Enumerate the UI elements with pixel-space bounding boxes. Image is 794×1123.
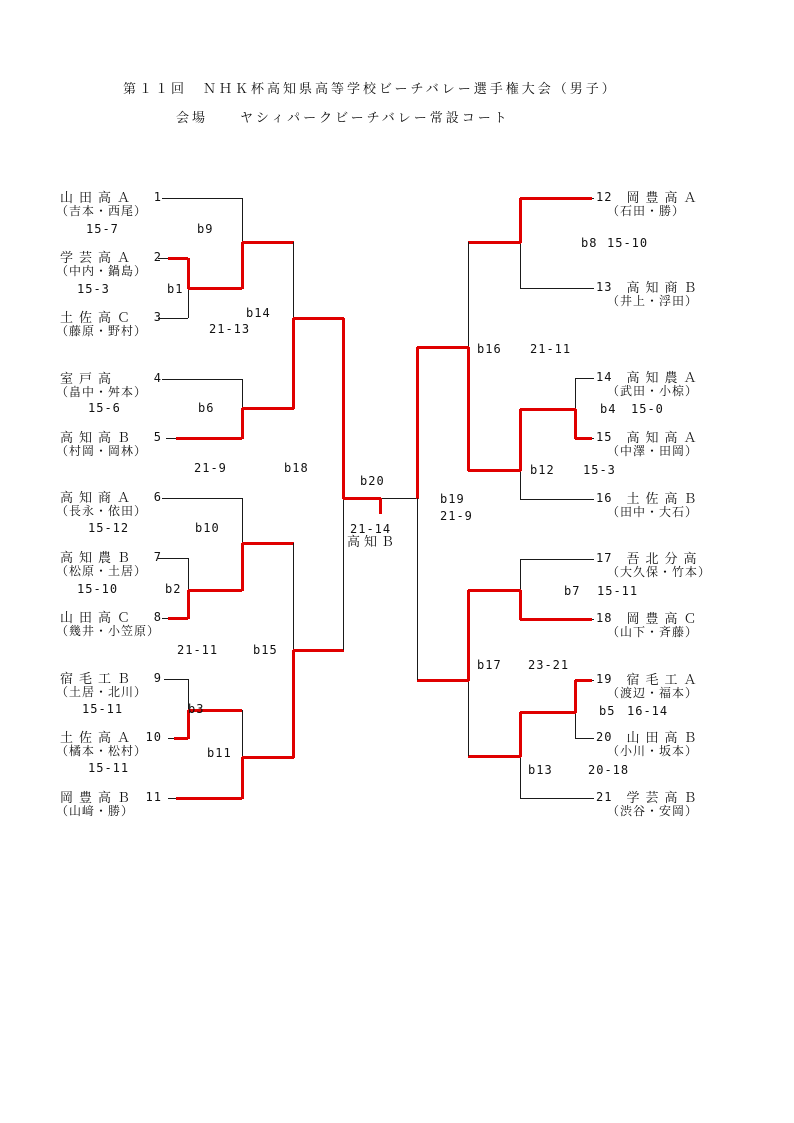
winner-path-line xyxy=(242,241,294,244)
team-entry-11 xyxy=(60,789,162,804)
team-name-12: 岡豊高Ａ xyxy=(626,191,703,206)
match-b10-label: b10 xyxy=(195,521,220,535)
team-entry-8 xyxy=(60,609,162,624)
team-seed-19: 19 xyxy=(596,671,613,686)
winner-path-line xyxy=(241,408,244,439)
match-b4-score: 15-0 xyxy=(631,402,664,416)
team-pair-16: （田中・大石） xyxy=(607,505,699,519)
winner-path-line xyxy=(241,543,244,591)
match-b19-label: b19 xyxy=(440,492,465,506)
bracket-line xyxy=(242,379,243,408)
team-seed-7: 7 xyxy=(153,549,162,564)
team-pair-13: （井上・浮田） xyxy=(607,294,699,308)
team-pair-4: （畠中・舛本） xyxy=(56,385,148,399)
winner-path-line xyxy=(468,755,521,758)
team-seed-9: 9 xyxy=(153,670,162,685)
bracket-line xyxy=(242,198,243,242)
team-name-7: 高知農Ｂ xyxy=(60,551,137,566)
team-seed-8: 8 xyxy=(153,609,162,624)
match-b17-score: 23-21 xyxy=(528,658,570,672)
match-b7-score: 15-11 xyxy=(597,584,639,598)
winner-path-line xyxy=(242,542,294,545)
team-entry-12 xyxy=(596,189,702,204)
winner-path-line xyxy=(293,317,344,320)
winner-path-line xyxy=(520,408,576,411)
winner-path-line xyxy=(343,497,381,500)
match-b1-score: 15-3 xyxy=(77,282,110,296)
match-b12-label: b12 xyxy=(530,463,555,477)
team-entry-16 xyxy=(596,490,702,505)
team-name-10: 土佐高Ａ xyxy=(60,731,137,746)
team-seed-15: 15 xyxy=(596,429,613,444)
winner-path-line xyxy=(342,318,345,499)
winner-path-line xyxy=(292,318,295,409)
bracket-line xyxy=(468,680,469,756)
team-seed-1: 1 xyxy=(153,189,162,204)
bracket-line xyxy=(293,543,294,650)
winner-path-line xyxy=(174,737,188,740)
winner-path-line xyxy=(188,287,242,290)
team-entry-9 xyxy=(60,670,162,685)
winner-path-line xyxy=(379,498,382,514)
team-pair-11: （山﨑・勝） xyxy=(56,804,135,818)
match-b13-label: b13 xyxy=(528,763,553,777)
team-name-13: 高知商Ｂ xyxy=(626,281,703,296)
team-name-15: 高知高Ａ xyxy=(626,431,703,446)
bracket-line xyxy=(575,738,594,739)
match-b20-label: b20 xyxy=(360,474,385,488)
team-seed-6: 6 xyxy=(153,489,162,504)
winner-path-line xyxy=(417,679,469,682)
bracket-line xyxy=(520,798,594,799)
team-pair-5: （村岡・岡林） xyxy=(56,444,148,458)
team-pair-19: （渡辺・福本） xyxy=(607,686,699,700)
winner-path-line xyxy=(519,712,522,757)
bracket-line xyxy=(520,756,521,798)
match-b8-label: b8 xyxy=(581,236,598,250)
team-entry-5 xyxy=(60,429,162,444)
match-b11-label: b11 xyxy=(207,746,232,760)
match-b3-score: 15-11 xyxy=(82,702,124,716)
team-entry-4 xyxy=(60,370,162,385)
winner-path-line xyxy=(293,649,344,652)
match-b15-label: b15 xyxy=(253,643,278,657)
winner-path-line xyxy=(168,617,188,620)
match-b6-score: 15-6 xyxy=(88,401,121,415)
team-seed-18: 18 xyxy=(596,610,613,625)
bracket-line xyxy=(158,558,188,559)
winner-path-line xyxy=(188,589,242,592)
match-b17-label: b17 xyxy=(477,658,502,672)
team-entry-20 xyxy=(596,729,702,744)
team-pair-3: （藤原・野村） xyxy=(56,324,148,338)
team-pair-12: （石田・勝） xyxy=(607,204,686,218)
team-name-3: 土佐高Ｃ xyxy=(60,311,137,326)
match-b16-score: 21-11 xyxy=(530,342,572,356)
bracket-line xyxy=(575,712,576,738)
match-b5-label: b5 xyxy=(599,704,616,718)
bracket-line xyxy=(242,710,243,757)
team-pair-6: （長永・依田） xyxy=(56,504,148,518)
match-b18-label: b18 xyxy=(284,461,309,475)
team-seed-17: 17 xyxy=(596,550,613,565)
team-pair-15: （中澤・田岡） xyxy=(607,444,699,458)
winner-path-line xyxy=(519,198,522,243)
match-b4-label: b4 xyxy=(600,402,617,416)
winner-path-line xyxy=(520,711,576,714)
team-entry-3 xyxy=(60,309,162,324)
match-b13-score: 20-18 xyxy=(588,763,630,777)
winner-path-line xyxy=(168,257,188,260)
bracket-line xyxy=(343,498,344,650)
bracket-line xyxy=(162,198,242,199)
bracket-line xyxy=(575,378,576,409)
winner-path-line xyxy=(187,258,190,289)
page-title: 第１１回 ＮＨＫ杯高知県高等学校ビーチバレー選手権大会（男子） xyxy=(123,82,618,97)
bracket-line xyxy=(164,679,188,680)
winner-path-line xyxy=(467,590,470,681)
team-entry-10 xyxy=(60,729,162,744)
match-b2-score: 15-10 xyxy=(77,582,119,596)
winner-path-line xyxy=(520,197,592,200)
match-b15-score: 21-11 xyxy=(177,643,219,657)
team-name-6: 高知商Ａ xyxy=(60,491,137,506)
team-entry-21 xyxy=(596,789,702,804)
team-name-16: 土佐高Ｂ xyxy=(626,492,703,507)
winner-path-line xyxy=(519,409,522,471)
winner-path-line xyxy=(575,437,592,440)
bracket-line xyxy=(188,288,189,318)
team-pair-17: （大久保・竹本） xyxy=(607,565,712,579)
team-seed-16: 16 xyxy=(596,490,613,505)
team-seed-12: 12 xyxy=(596,189,613,204)
team-entry-1 xyxy=(60,189,162,204)
bracket-line xyxy=(242,498,243,543)
bracket-line xyxy=(575,378,594,379)
team-pair-2: （中内・鍋島） xyxy=(56,264,148,278)
winner-path-line xyxy=(416,347,419,499)
team-name-11: 岡豊高Ｂ xyxy=(60,791,137,806)
match-b5-score: 16-14 xyxy=(627,704,669,718)
team-name-20: 山田高Ｂ xyxy=(626,731,703,746)
winner-path-line xyxy=(241,757,244,799)
bracket-line xyxy=(417,498,418,680)
team-name-21: 学芸高Ｂ xyxy=(626,791,703,806)
team-seed-21: 21 xyxy=(596,789,613,804)
team-name-8: 山田高Ｃ xyxy=(60,611,137,626)
bracket-line xyxy=(293,242,294,318)
team-name-5: 高知高Ｂ xyxy=(60,431,137,446)
winner-path-line xyxy=(467,347,470,471)
team-seed-5: 5 xyxy=(153,429,162,444)
winner-path-line xyxy=(292,650,295,758)
team-seed-10: 10 xyxy=(145,729,162,744)
match-b9-label: b9 xyxy=(197,222,214,236)
team-entry-6 xyxy=(60,489,162,504)
team-pair-18: （山下・斉藤） xyxy=(607,625,699,639)
match-b14-score: 21-13 xyxy=(209,322,251,336)
team-entry-2 xyxy=(60,249,162,264)
bracket-line xyxy=(468,242,469,347)
bracket-line xyxy=(520,559,521,590)
bracket-line xyxy=(162,498,242,499)
team-name-18: 岡豊高Ｃ xyxy=(626,612,703,627)
team-entry-7 xyxy=(60,549,162,564)
winner-path-line xyxy=(468,589,521,592)
team-entry-17 xyxy=(596,550,702,565)
team-entry-18 xyxy=(596,610,702,625)
bracket-line xyxy=(188,558,189,590)
match-b8-score: 15-10 xyxy=(607,236,649,250)
team-entry-19 xyxy=(596,671,702,686)
bracket-line xyxy=(520,470,521,499)
winner-path-line xyxy=(574,409,577,439)
team-seed-20: 20 xyxy=(596,729,613,744)
team-seed-2: 2 xyxy=(153,249,162,264)
team-name-1: 山田高Ａ xyxy=(60,191,137,206)
winner-path-line xyxy=(242,756,294,759)
winner-path-line xyxy=(520,618,592,621)
team-pair-21: （渋谷・安岡） xyxy=(607,804,699,818)
winner-path-line xyxy=(241,242,244,289)
team-name-19: 宿毛工Ａ xyxy=(626,673,703,688)
match-b18-score: 21-9 xyxy=(194,461,227,475)
winner-path-line xyxy=(176,797,242,800)
match-b1-label: b1 xyxy=(167,282,184,296)
team-entry-15 xyxy=(596,429,702,444)
team-seed-14: 14 xyxy=(596,369,613,384)
match-b20-score: 21-14 xyxy=(350,522,392,536)
match-b2-label: b2 xyxy=(165,582,182,596)
team-entry-13 xyxy=(596,279,702,294)
team-pair-9: （土居・北川） xyxy=(56,685,148,699)
team-seed-3: 3 xyxy=(153,309,162,324)
match-b3-label: b3 xyxy=(188,702,205,716)
winner-path-line xyxy=(417,346,469,349)
team-seed-4: 4 xyxy=(153,370,162,385)
match-b11-score: 15-11 xyxy=(88,761,130,775)
bracket-line xyxy=(520,499,594,500)
team-pair-1: （吉本・西尾） xyxy=(56,204,148,218)
winner-path-line xyxy=(574,680,577,713)
team-seed-11: 11 xyxy=(145,789,162,804)
winner-path-line xyxy=(468,469,521,472)
match-b20-winner: 高知Ｂ xyxy=(347,535,399,550)
match-b10-score: 15-12 xyxy=(88,521,130,535)
venue-line: 会場 ヤシィパークビーチバレー常設コート xyxy=(176,111,510,126)
bracket-line xyxy=(158,318,188,319)
bracket-line xyxy=(162,379,242,380)
winner-path-line xyxy=(176,437,242,440)
match-b6-label: b6 xyxy=(198,401,215,415)
match-b9-score: 15-7 xyxy=(86,222,119,236)
bracket-line xyxy=(520,559,594,560)
winner-path-line xyxy=(468,241,521,244)
team-seed-13: 13 xyxy=(596,279,613,294)
team-name-14: 高知農Ａ xyxy=(626,371,703,386)
bracket-line xyxy=(381,498,417,499)
team-pair-7: （松原・土居） xyxy=(56,564,148,578)
team-pair-8: （幾井・小笠原） xyxy=(56,624,161,638)
bracket-line xyxy=(520,288,594,289)
match-b19-score: 21-9 xyxy=(440,509,473,523)
team-pair-10: （橘本・松村） xyxy=(56,744,148,758)
match-b12-score: 15-3 xyxy=(583,463,616,477)
winner-path-line xyxy=(575,679,592,682)
match-b14-label: b14 xyxy=(246,306,271,320)
team-pair-20: （小川・坂本） xyxy=(607,744,699,758)
team-name-2: 学芸高Ａ xyxy=(60,251,137,266)
team-name-4: 室戸高 xyxy=(60,372,118,387)
winner-path-line xyxy=(242,407,294,410)
winner-path-line xyxy=(519,590,522,620)
team-pair-14: （武田・小椋） xyxy=(607,384,699,398)
team-name-17: 吾北分高 xyxy=(626,552,703,567)
bracket-line xyxy=(520,242,521,288)
team-entry-14 xyxy=(596,369,702,384)
winner-path-line xyxy=(187,590,190,619)
match-b7-label: b7 xyxy=(564,584,581,598)
match-b16-label: b16 xyxy=(477,342,502,356)
team-name-9: 宿毛工Ｂ xyxy=(60,672,137,687)
